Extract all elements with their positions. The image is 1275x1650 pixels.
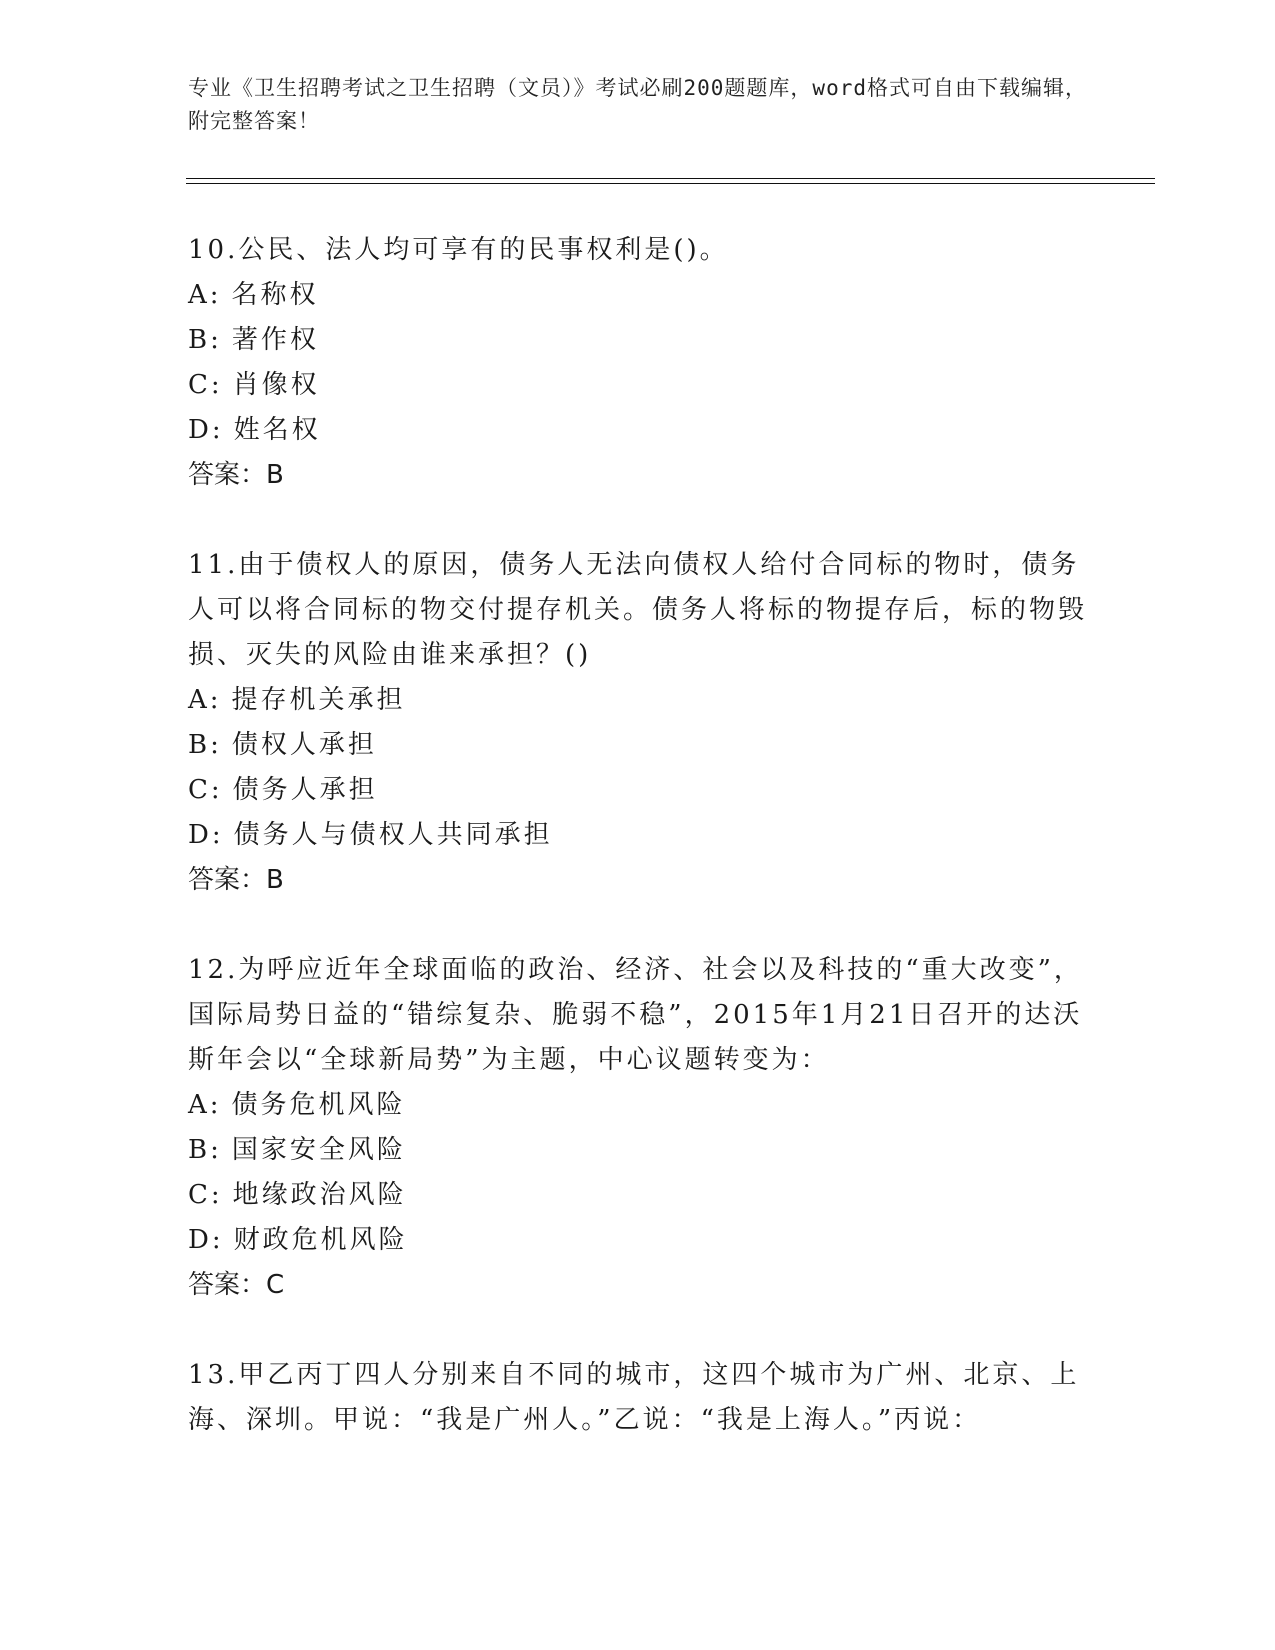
option-key: B: (188, 730, 222, 760)
option-text: 肖像权 (232, 370, 320, 400)
option-key: B: (188, 325, 222, 355)
option-key: C: (188, 1180, 223, 1210)
option-key: A: (188, 280, 222, 310)
header-rule-top (186, 178, 1155, 179)
question-10 (188, 228, 1088, 498)
question-text: 12.为呼应近年全球面临的政治、经济、社会以及科技的“重大改变”，国际局势日益的“错综复杂、脆弱不稳”，2015年1月21日召开的达沃斯年会以“全球新局势”为主题，中心议题转变为： (188, 955, 1083, 1075)
option-c (188, 1173, 1088, 1218)
option-key: C: (188, 370, 223, 400)
question-11 (188, 543, 1088, 903)
question-text: 13.甲乙丙丁四人分别来自不同的城市，这四个城市为广州、北京、上海、深圳。甲说：“我是广州人。”乙说：“我是上海人。”丙说： (188, 1360, 1080, 1435)
option-d (188, 1218, 1088, 1263)
option-text: 名称权 (231, 280, 319, 310)
option-key: D: (188, 415, 224, 445)
option-text: 债务人承担 (232, 775, 378, 805)
header-rule-bottom (186, 183, 1155, 184)
option-b (188, 723, 1088, 768)
option-a (188, 678, 1088, 723)
option-key: C: (188, 775, 223, 805)
answer-label: 答案：B (188, 865, 284, 895)
option-a (188, 1083, 1088, 1128)
question-text: 11.由于债权人的原因，债务人无法向债权人给付合同标的物时，债务人可以将合同标的物交付提存机关。债务人将标的物提存后，标的物毁损、灭失的风险由谁来承担？() (188, 550, 1088, 670)
option-list (188, 678, 1088, 858)
option-text: 财政危机风险 (233, 1225, 408, 1255)
option-text: 著作权 (231, 325, 319, 355)
option-b (188, 318, 1088, 363)
option-text: 国家安全风险 (231, 1135, 406, 1165)
answer-label: 答案：B (188, 460, 284, 490)
option-text: 债务危机风险 (231, 1090, 406, 1120)
question-12 (188, 948, 1088, 1308)
option-text: 债务人与债权人共同承担 (233, 820, 553, 850)
option-text: 地缘政治风险 (232, 1180, 407, 1210)
option-a (188, 273, 1088, 318)
option-key: D: (188, 820, 224, 850)
option-text: 提存机关承担 (231, 685, 406, 715)
option-text: 债权人承担 (231, 730, 377, 760)
option-d (188, 408, 1088, 453)
question-13 (188, 1353, 1088, 1443)
question-list (188, 228, 1088, 1488)
option-key: A: (188, 685, 222, 715)
document-header: 专业《卫生招聘考试之卫生招聘（文员）》考试必刷200题题库，word格式可自由下载编辑，附完整答案！ (188, 76, 1087, 133)
answer-label: 答案：C (188, 1270, 285, 1300)
option-d (188, 813, 1088, 858)
option-list (188, 273, 1088, 453)
option-list (188, 1083, 1088, 1263)
option-key: B: (188, 1135, 222, 1165)
option-c (188, 363, 1088, 408)
option-b (188, 1128, 1088, 1173)
option-text: 姓名权 (233, 415, 321, 445)
question-text: 10.公民、法人均可享有的民事权利是()。 (188, 235, 729, 265)
option-key: D: (188, 1225, 224, 1255)
option-c (188, 768, 1088, 813)
option-key: A: (188, 1090, 222, 1120)
